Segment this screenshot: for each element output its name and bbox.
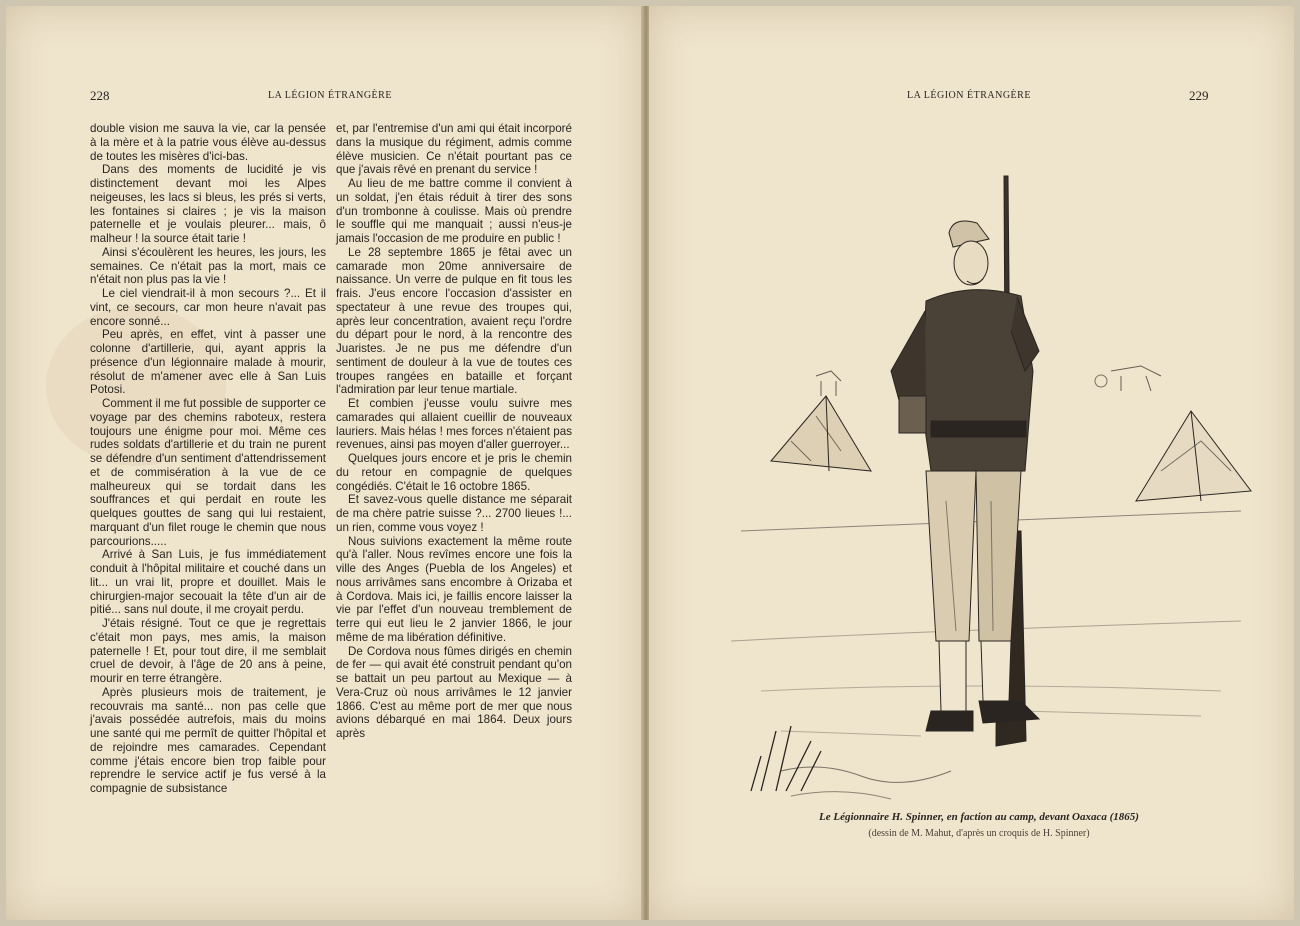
text-column-2 (336, 122, 572, 741)
page-number-left: 228 (90, 88, 110, 103)
paragraph: double vision me sauva la vie, car la pensée à la mère et à la patrie vous élève au-dessus de toutes les misères d'ici-bas. (90, 122, 326, 163)
paragraph: Nous suivions exactement la même route qu'à l'aller. Nous revîmes encore une fois la ville des Anges (Puebla de los Angeles) et nous arrivâmes sans encombre à Orizaba et à Cordova. Mais ici, je faillis encore laisser la vie par l'effet d'un nouveau tremblement de terre qui eut lieu le 2 janvier 1866, le jour même de ma libération définitive. (336, 534, 572, 644)
text-column-1 (90, 122, 326, 796)
figure-caption-credit: (dessin de M. Mahut, d'après un croquis de H. Spinner) (868, 828, 1090, 839)
paragraph: Et savez-vous quelle distance me séparait de ma chère patrie suisse ?... 2700 lieues !... un rien, comme vous voyez ! (336, 493, 572, 534)
figure-caption-title: Le Légionnaire H. Spinner, en faction au camp, devant Oaxaca (1865) (819, 811, 1139, 823)
running-head-left: LA LÉGION ÉTRANGÈRE (268, 90, 392, 101)
paragraph: Quelques jours encore et je pris le chemin du retour en compagnie de quelques congédiés. C'était le 16 octobre 1865. (336, 452, 572, 493)
paragraph: Arrivé à San Luis, je fus immédiatement conduit à l'hôpital militaire et couché dans un lit... un vrai lit, propre et douillet. Mais le chirurgien-major secouait la tête d'un air de pitié... sans nul doute, il me croyait perdu. (90, 548, 326, 617)
paragraph: et, par l'entremise d'un ami qui était incorporé dans la musique du régiment, admis comme élève musicien. Ce n'était pourtant pas ce que j'avais rêvé en prenant du service ! (336, 122, 572, 177)
paragraph: Et combien j'eusse voulu suivre mes camarades qui allaient cueillir de nouveaux lauriers. Mais hélas ! mes forces n'étaient pas revenues, ainsi pas moyen d'aller guerroyer... (336, 397, 572, 452)
paragraph: Au lieu de me battre comme il convient à un soldat, j'en étais réduit à tirer des sons d'un trombonne à coulisse. Mais où prendre le souffle qui me manquait ; aussi n'eus-je jamais l'occasion de me produire en public ! (336, 177, 572, 245)
legionnaire-illustration (721, 171, 1261, 811)
paragraph: Ainsi s'écoulèrent les heures, les jours, les semaines. Ce n'était pas la mort, mais ce n'était non plus pas la vie ! (90, 245, 326, 287)
paragraph: Après plusieurs mois de traitement, je recouvrais ma santé... non pas celle que j'avais possédée autrefois, mais du moins une santé qui me permît de quitter l'hôpital et de rejoindre mes camarades. Cependant comme j'étais encore bien trop faible pour reprendre le service actif je fus versé à la compagnie de subsistance (90, 685, 326, 795)
paragraph: J'étais résigné. Tout ce que je regrettais c'était mon pays, mes amis, la maison paternelle ! Et, pour tout dire, il me semblait cruel de devoir, à l'âge de 20 ans à peine, mourir en terre étrangère. (90, 617, 326, 685)
paragraph: Comment il me fut possible de supporter ce voyage par des chemins raboteux, restera toujours une énigme pour moi. Même ces rudes soldats d'artillerie et du train ne purent se défendre d'un sentiment d'attendrissement et de commisération à la vue de ce malheureux qui se tordait dans les souffrances et qui perdait en route les quelques gouttes de sang qui lui restaient, marquant d'un filet rouge le chemin que nous parcourions..... (90, 397, 326, 548)
running-head-right: LA LÉGION ÉTRANGÈRE (907, 90, 1031, 101)
page-number-right: 229 (1189, 88, 1209, 103)
paragraph: Le ciel viendrait-il à mon secours ?... Et il vint, ce secours, car mon heure n'avait pas encore sonné... (90, 287, 326, 328)
paragraph: Peu après, en effet, vint à passer une colonne d'artillerie, qui, ayant appris la présence d'un légionnaire malade à mourir, résolut de m'amener avec elle à San Luis Potosi. (90, 328, 326, 397)
paragraph: Le 28 septembre 1865 je fêtai avec un camarade mon 20me anniversaire de naissance. Un verre de pulque en fit tous les frais. J'eus encore l'occasion d'assister en spectateur à une revue des troupes qui, après leur concentration, avaient reçu l'ordre du départ pour le nord, à la rencontre des Juaristes. Je ne pus me défendre d'un sentiment de douleur à la vue de toutes ces troupes rangées en bataille et forçant l'admiration par leur tenue martiale. (336, 245, 572, 397)
right-page (649, 6, 1294, 920)
book-spread (6, 6, 1294, 920)
left-page (6, 6, 643, 920)
paragraph: Dans des moments de lucidité je vis distinctement devant moi les Alpes neigeuses, les lacs si bleus, les prés si verts, les fontaines si claires ; je vis la maison paternelle et je voulais pleurer... mais, ô malheur ! la source était tarie ! (90, 163, 326, 245)
paragraph: De Cordova nous fûmes dirigés en chemin de fer — qui avait été construit pendant qu'on se battait un peu partout au Mexique — à Vera-Cruz où nous arrivâmes le 12 janvier 1866. C'est au même port de mer que nous avions débarqué en mai 1864. Deux jours après (336, 644, 572, 740)
